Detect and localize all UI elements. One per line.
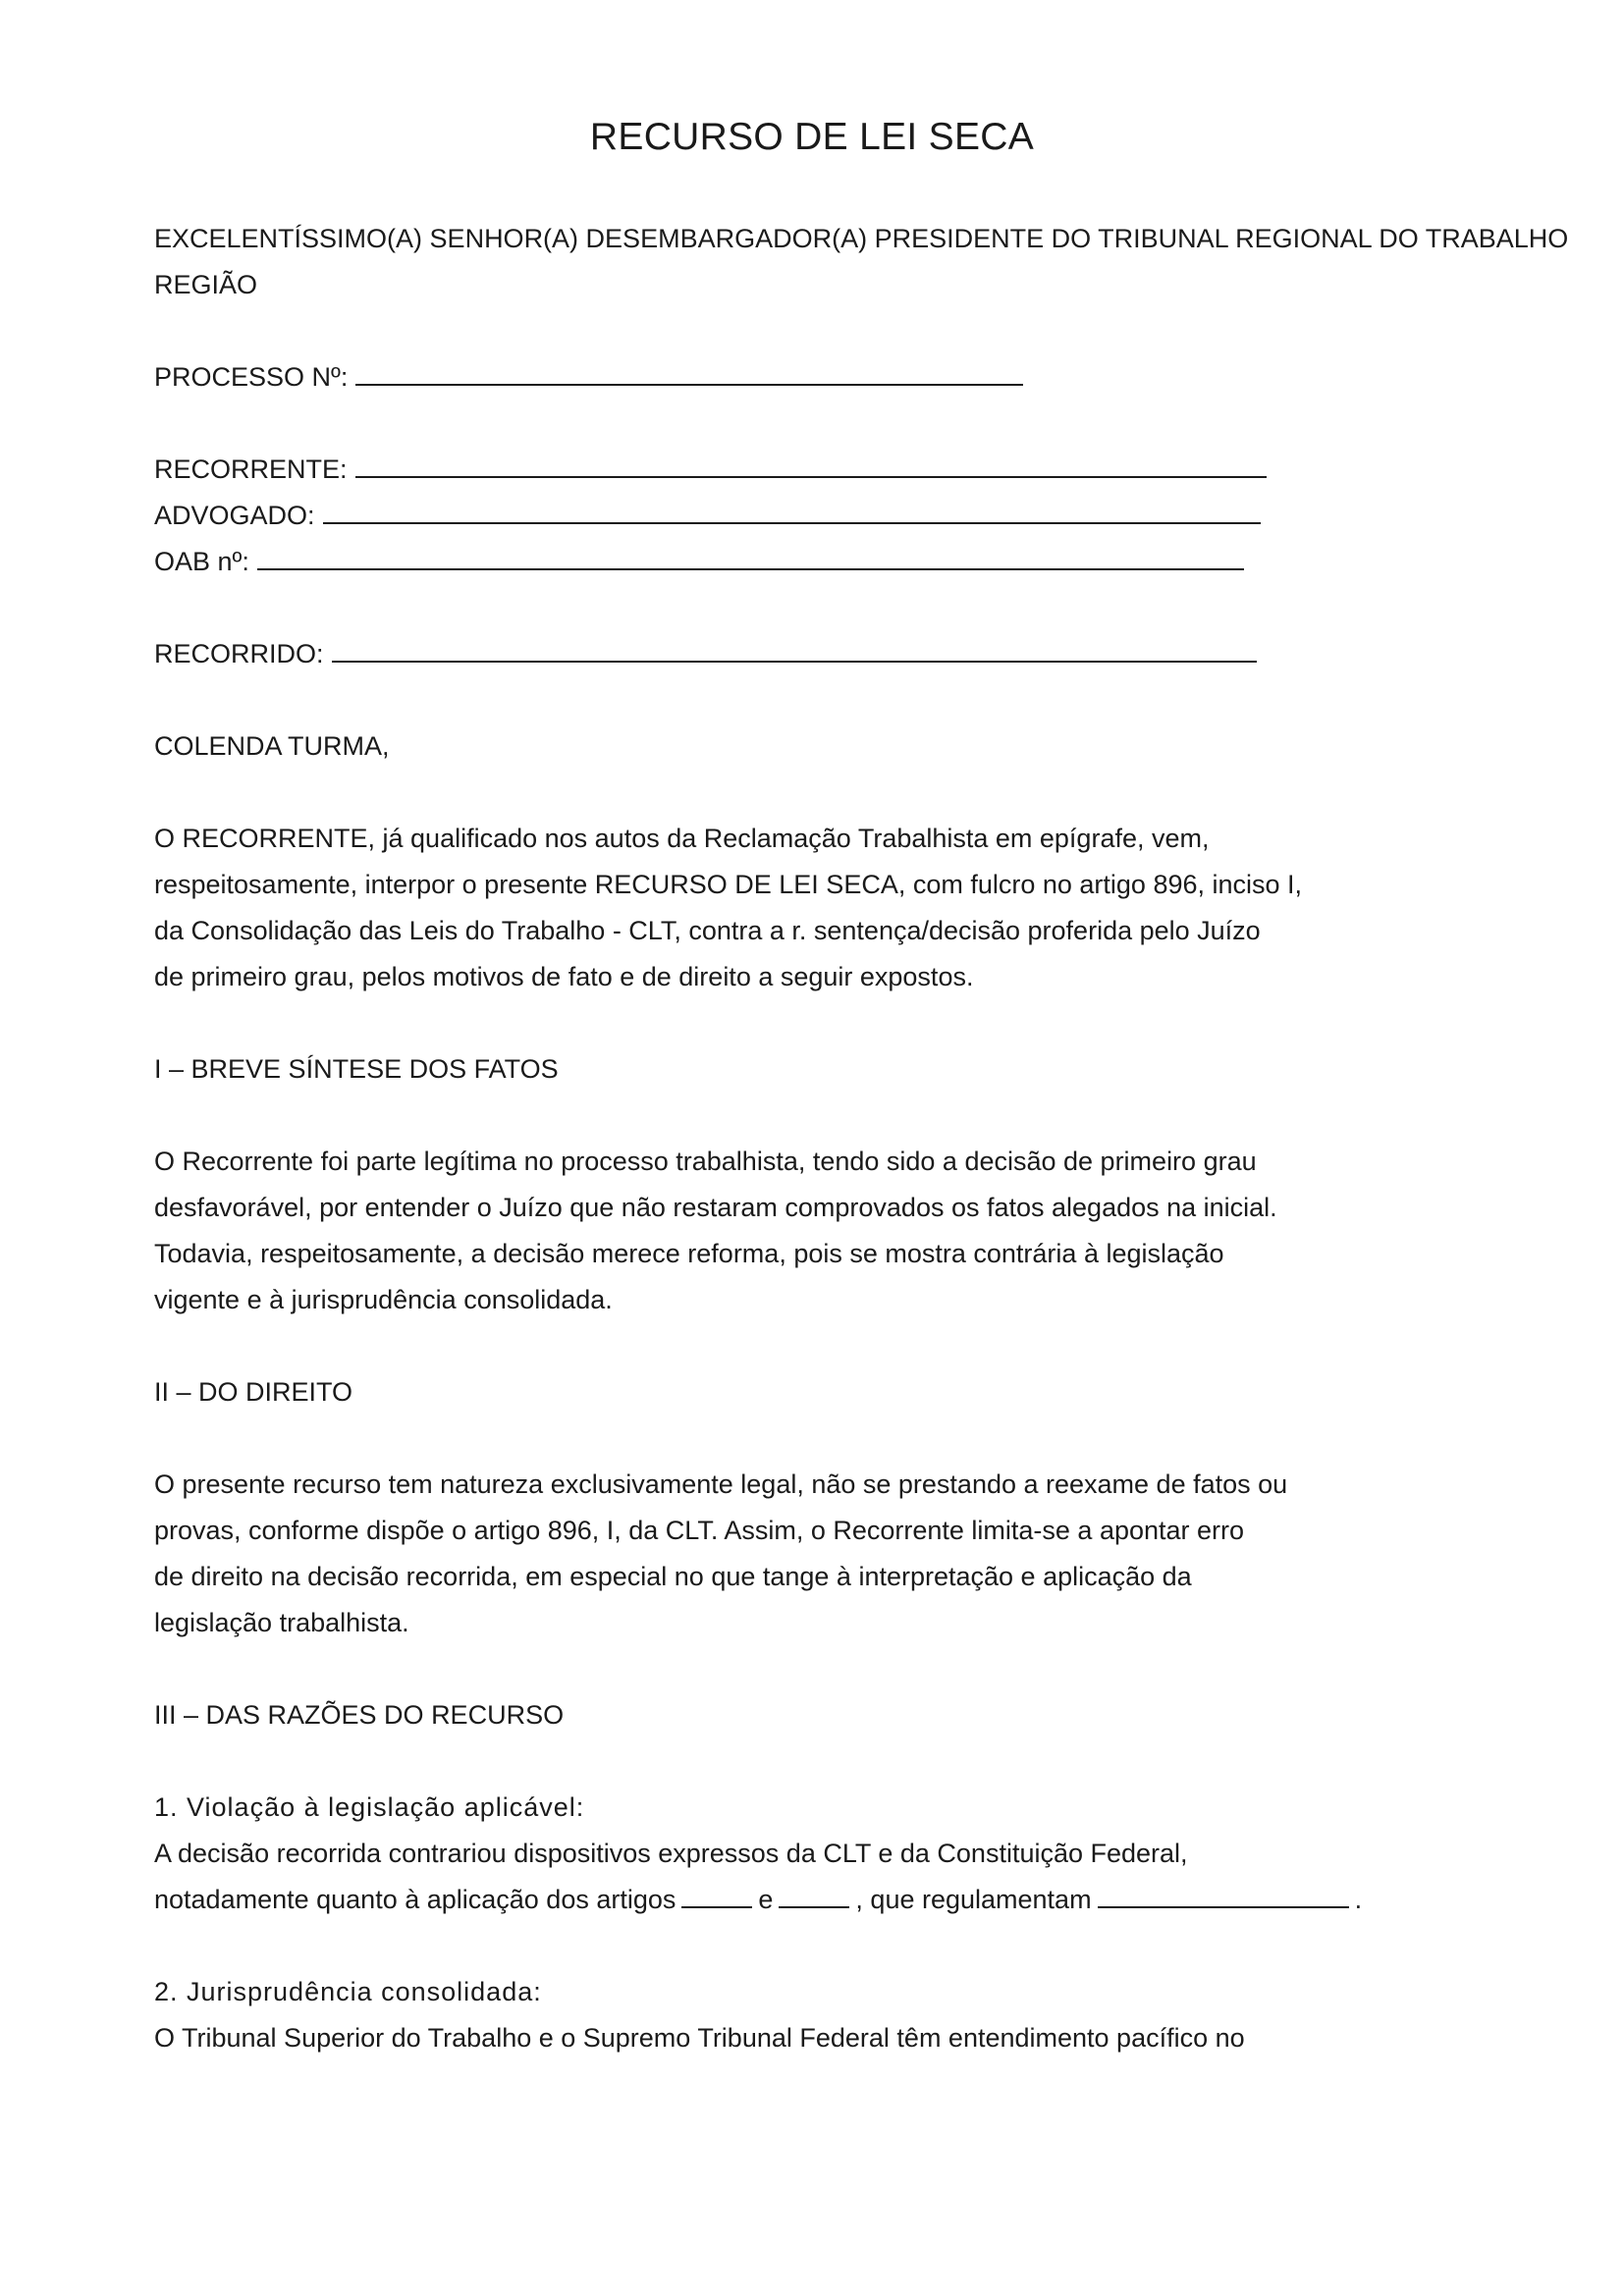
section-2-line: provas, conforme dispõe o artigo 896, I, da CLT. Assim, o Recorrente limita-se a apontar erro	[154, 1516, 1245, 1545]
section-1-line: O Recorrente foi parte legítima no processo trabalhista, tendo sido a decisão de primeiro grau	[154, 1147, 1257, 1176]
intro-line: O RECORRENTE, já qualificado nos autos da Reclamação Trabalhista em epígrafe, vem,	[154, 824, 1210, 853]
spacer	[154, 400, 1624, 447]
item-2-title: 2. Jurisprudência consolidada:	[154, 1977, 542, 2006]
spacer	[154, 1415, 1624, 1462]
advogado-label: ADVOGADO:	[154, 501, 315, 530]
addressee-line-1: EXCELENTÍSSIMO(A) SENHOR(A) DESEMBARGADOR(A) PRESIDENTE DO TRIBUNAL REGIONAL DO TRABALHO	[154, 224, 1569, 253]
recorrente-field	[154, 447, 1624, 493]
spacer	[154, 308, 1624, 354]
section-2-line: O presente recurso tem natureza exclusivamente legal, não se prestando a reexame de fatos ou	[154, 1469, 1288, 1499]
recorrente-blank[interactable]	[355, 451, 1267, 478]
oab-blank[interactable]	[257, 543, 1244, 570]
section-1-line: vigente e à jurisprudência consolidada.	[154, 1285, 613, 1314]
spacer	[154, 770, 1624, 816]
spacer	[154, 677, 1624, 723]
section-1-heading: I – BREVE SÍNTESE DOS FATOS	[154, 1054, 559, 1084]
oab-field	[154, 539, 1624, 585]
item-1-line-1: A decisão recorrida contrariou dispositivos expressos da CLT e da Constituição Federal,	[154, 1839, 1188, 1868]
spacer	[154, 1646, 1624, 1692]
section-2-line: de direito na decisão recorrida, em especial no que tange à interpretação e aplicação da	[154, 1562, 1192, 1591]
item-1-text-c: , que regulamentam	[855, 1885, 1092, 1914]
recorrido-blank[interactable]	[332, 635, 1257, 663]
intro-line: da Consolidação das Leis do Trabalho - CLT, contra a r. sentença/decisão proferida pelo Juízo	[154, 916, 1261, 945]
spacer	[154, 585, 1624, 631]
document-title: RECURSO DE LEI SECA	[589, 116, 1035, 158]
section-1-line: Todavia, respeitosamente, a decisão merece reforma, pois se mostra contrária à legislação	[154, 1239, 1224, 1268]
section-2-line: legislação trabalhista.	[154, 1608, 409, 1637]
processo-label: PROCESSO Nº:	[154, 362, 349, 392]
spacer	[154, 1738, 1624, 1785]
article-blank-1[interactable]	[681, 1881, 752, 1908]
recorrido-field	[154, 631, 1624, 677]
section-2-heading: II – DO DIREITO	[154, 1377, 353, 1407]
item-1-text-a: notadamente quanto à aplicação dos artigos	[154, 1885, 677, 1914]
addressee-line-2: REGIÃO	[154, 270, 258, 299]
oab-label: OAB nº:	[154, 547, 249, 576]
recorrido-label: RECORRIDO:	[154, 639, 324, 668]
advogado-field	[154, 493, 1624, 539]
item-1-line-2	[154, 1877, 1624, 1923]
document-body	[154, 216, 1624, 2061]
spacer	[154, 1093, 1624, 1139]
spacer	[154, 1923, 1624, 1969]
salutation: COLENDA TURMA,	[154, 731, 390, 761]
intro-line: respeitosamente, interpor o presente RECURSO DE LEI SECA, com fulcro no artigo 896, inciso I,	[154, 870, 1303, 899]
item-1-title: 1. Violação à legislação aplicável:	[154, 1792, 585, 1822]
processo-field	[154, 354, 1624, 400]
item-2-line-1: O Tribunal Superior do Trabalho e o Supremo Tribunal Federal têm entendimento pacífico no	[154, 2023, 1245, 2053]
article-blank-2[interactable]	[779, 1881, 849, 1908]
item-1-text-d: .	[1354, 1885, 1363, 1914]
section-1-line: desfavorável, por entender o Juízo que não restaram comprovados os fatos alegados na inicial.	[154, 1193, 1277, 1222]
spacer	[154, 1000, 1624, 1046]
intro-line: de primeiro grau, pelos motivos de fato e de direito a seguir expostos.	[154, 962, 974, 991]
regulation-blank[interactable]	[1098, 1881, 1349, 1908]
processo-blank[interactable]	[355, 358, 1023, 386]
spacer	[154, 1323, 1624, 1369]
advogado-blank[interactable]	[323, 497, 1261, 524]
recorrente-label: RECORRENTE:	[154, 454, 348, 484]
section-3-heading: III – DAS RAZÕES DO RECURSO	[154, 1700, 565, 1730]
item-1-text-b: e	[758, 1885, 774, 1914]
